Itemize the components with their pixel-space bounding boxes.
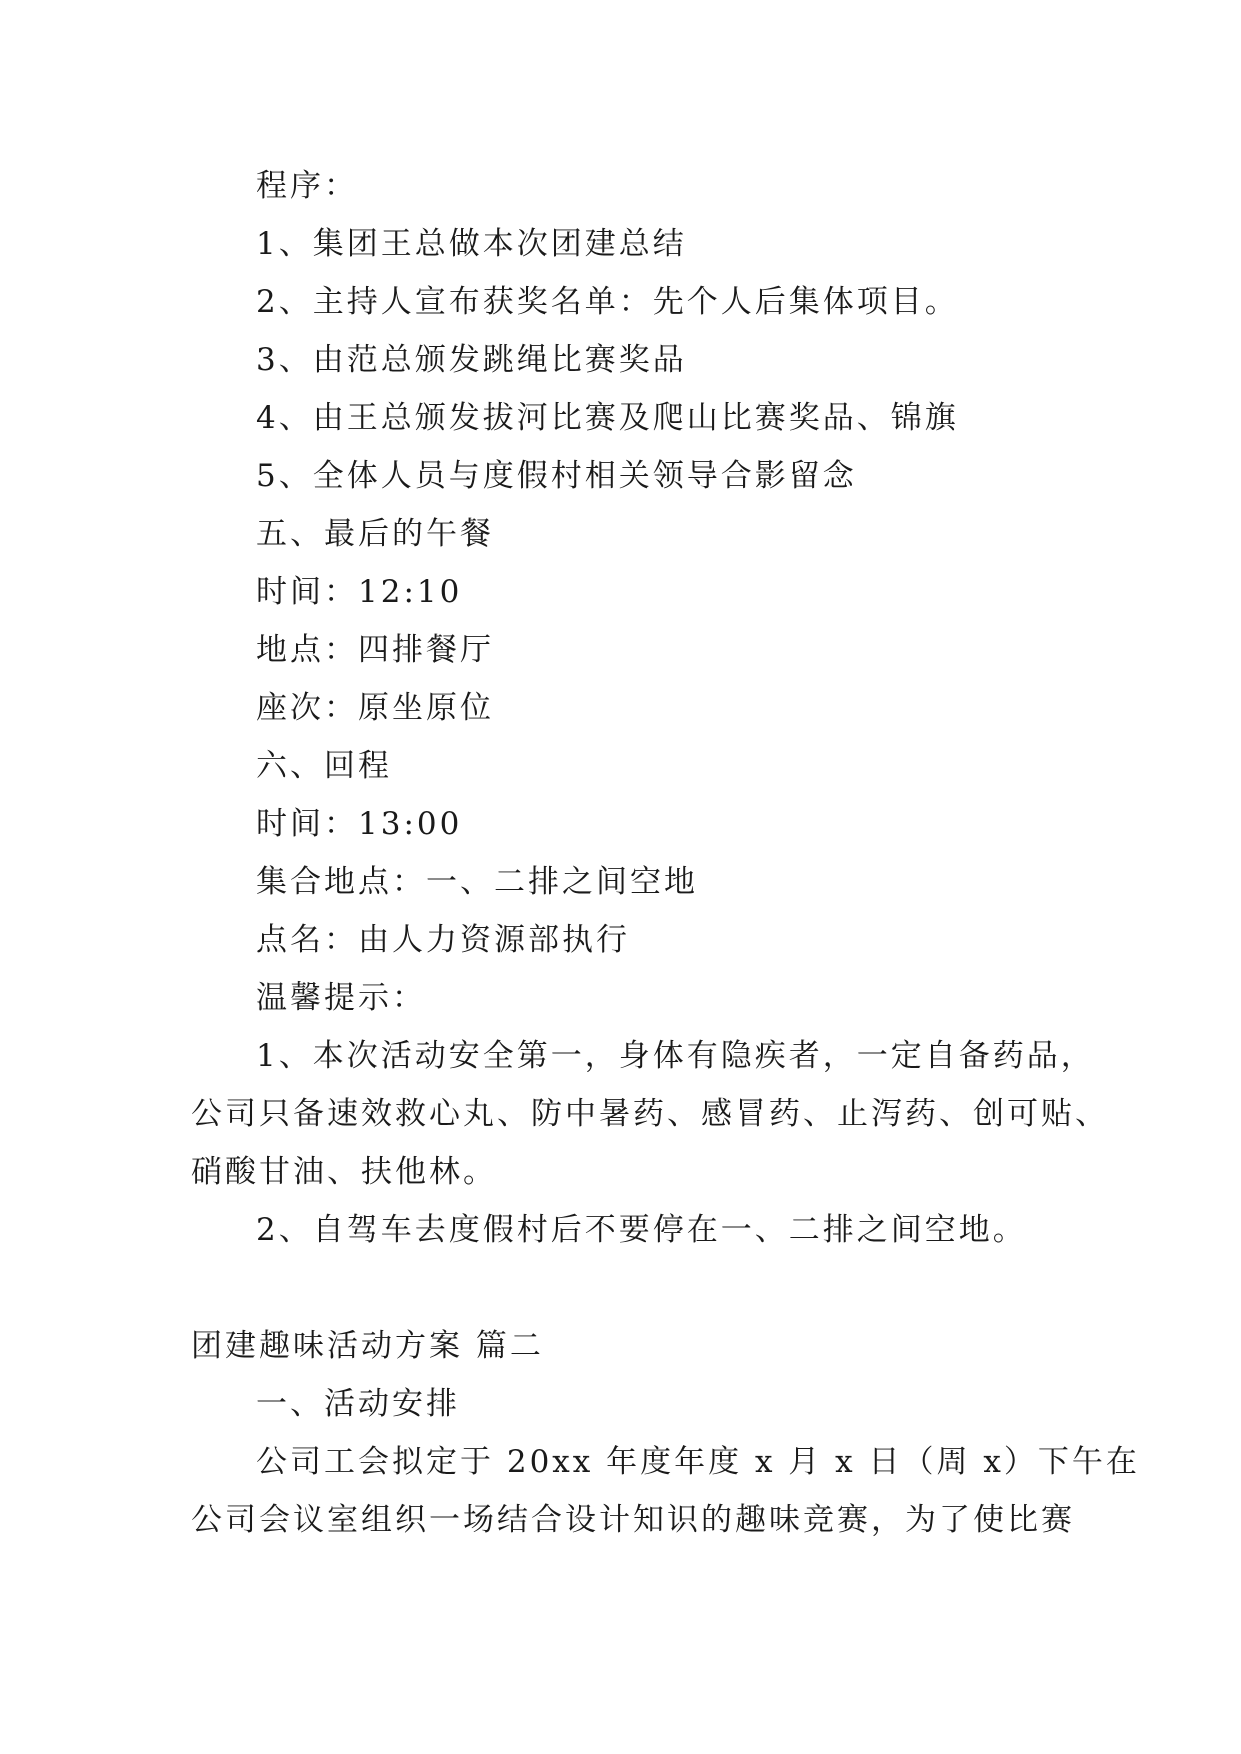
paragraph-line: 1、本次活动安全第一，身体有隐疾者，一定自备药品，	[256, 1038, 1095, 1074]
paragraph-line: 公司工会拟定于 20xx 年度年度 x 月 x 日（周 x）下午在	[256, 1444, 1140, 1480]
text-line: 1、集团王总做本次团建总结	[256, 226, 687, 262]
text-line: 时间：13:00	[256, 806, 463, 842]
doc-section-title: 团建趣味活动方案 篇二	[191, 1328, 544, 1364]
text-line: 温馨提示：	[256, 980, 426, 1016]
text-line: 程序：	[256, 168, 358, 204]
text-line: 3、由范总颁发跳绳比赛奖品	[256, 342, 687, 378]
text-line: 时间：12:10	[256, 574, 463, 610]
text-line: 5、全体人员与度假村相关领导合影留念	[256, 458, 857, 494]
text-line: 4、由王总颁发拔河比赛及爬山比赛奖品、锦旗	[256, 400, 959, 436]
paragraph-line: 硝酸甘油、扶他林。	[191, 1154, 497, 1190]
text-line: 点名：由人力资源部执行	[256, 922, 630, 958]
section-heading: 一、活动安排	[256, 1386, 460, 1422]
text-line: 地点：四排餐厅	[256, 632, 494, 668]
text-line: 座次：原坐原位	[256, 690, 494, 726]
paragraph-line: 2、自驾车去度假村后不要停在一、二排之间空地。	[256, 1212, 1027, 1248]
text-line: 2、主持人宣布获奖名单：先个人后集体项目。	[256, 284, 959, 320]
paragraph-line: 公司只备速效救心丸、防中暑药、感冒药、止泻药、创可贴、	[191, 1096, 1109, 1132]
section-heading: 六、回程	[256, 748, 392, 784]
section-heading: 五、最后的午餐	[256, 516, 494, 552]
paragraph-line: 公司会议室组织一场结合设计知识的趣味竞赛，为了使比赛	[191, 1502, 1075, 1538]
text-line: 集合地点：一、二排之间空地	[256, 864, 698, 900]
